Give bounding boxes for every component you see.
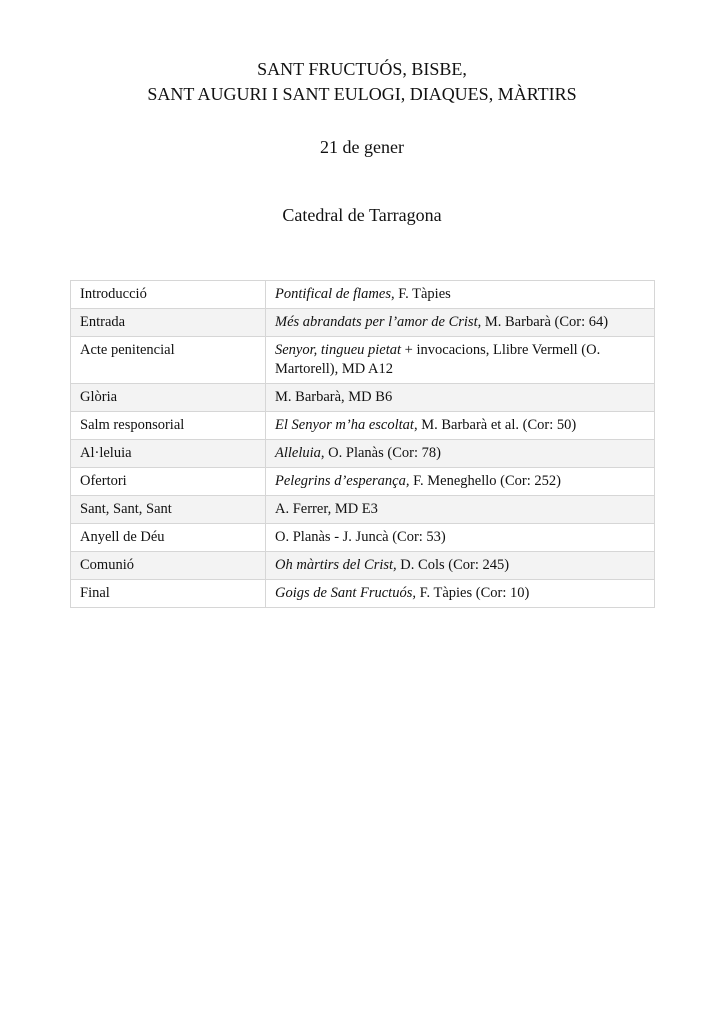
piece-title: Goigs de Sant Fructuós, [275,585,416,601]
program-part-cell: Comunió [71,552,266,580]
page-title-line-2: SANT AUGURI I SANT EULOGI, DIAQUES, MÀRTIRS [147,84,577,104]
program-piece-cell [266,337,655,384]
piece-credit: D. Cols (Cor: 245) [396,557,510,573]
table-row [71,468,655,496]
table-row [71,281,655,309]
table-row [71,440,655,468]
table-row [71,337,655,384]
program-part-cell: Introducció [71,281,266,309]
table-row [71,412,655,440]
venue: Catedral de Tarragona [282,205,442,225]
piece-credit: F. Meneghello (Cor: 252) [409,473,561,489]
piece-credit: , O. Planàs (Cor: 78) [320,445,441,461]
program-piece-cell [266,580,655,608]
program-part-cell: Sant, Sant, Sant [71,496,266,524]
program-part-cell: Glòria [71,384,266,412]
piece-credit: M. Barbarà, MD B6 [275,389,393,405]
piece-credit: , M. Barbarà et al. (Cor: 50) [413,417,577,433]
piece-credit: , F. Tàpies [390,286,451,302]
program-piece-cell [266,496,655,524]
piece-title: Alleluia [275,445,321,461]
program-part-cell: Entrada [71,309,266,337]
program-piece-cell [266,412,655,440]
table-row [71,552,655,580]
program-part-cell: Final [71,580,266,608]
program-piece-cell [266,309,655,337]
program-piece-cell [266,524,655,552]
piece-credit: O. Planàs - J. Juncà (Cor: 53) [275,529,446,545]
program-piece-cell [266,552,655,580]
program-table [70,280,655,608]
piece-credit: , M. Barbarà (Cor: 64) [477,314,609,330]
program-part-cell: Anyell de Déu [71,524,266,552]
program-part-cell: Acte penitencial [71,337,266,384]
piece-credit: A. Ferrer, MD E3 [275,501,378,517]
document-header [0,0,724,107]
piece-credit: + invocacions, Llibre Vermell (O. Martorell), MD A12 [275,342,601,377]
table-row [71,384,655,412]
program-part-cell: Salm responsorial [71,412,266,440]
program-piece-cell [266,384,655,412]
table-row [71,309,655,337]
program-part-cell: Ofertori [71,468,266,496]
feast-date: 21 de gener [320,137,404,157]
program-table-body [71,281,655,608]
table-row [71,496,655,524]
table-row [71,580,655,608]
piece-title: Oh màrtirs del Crist, [275,557,397,573]
page-title-line-1: SANT FRUCTUÓS, BISBE, [257,59,467,79]
piece-title: Més abrandats per l’amor de Crist [275,314,478,330]
program-part-cell: Al·leluia [71,440,266,468]
program-piece-cell [266,468,655,496]
program-piece-cell [266,440,655,468]
program-piece-cell [266,281,655,309]
piece-credit: F. Tàpies (Cor: 10) [415,585,530,601]
piece-title: Pelegrins d’esperança, [275,473,410,489]
piece-title: Senyor, tingueu pietat [275,342,402,358]
piece-title: El Senyor m’ha escoltat [275,417,414,433]
table-row [71,524,655,552]
piece-title: Pontifical de flames [275,286,391,302]
